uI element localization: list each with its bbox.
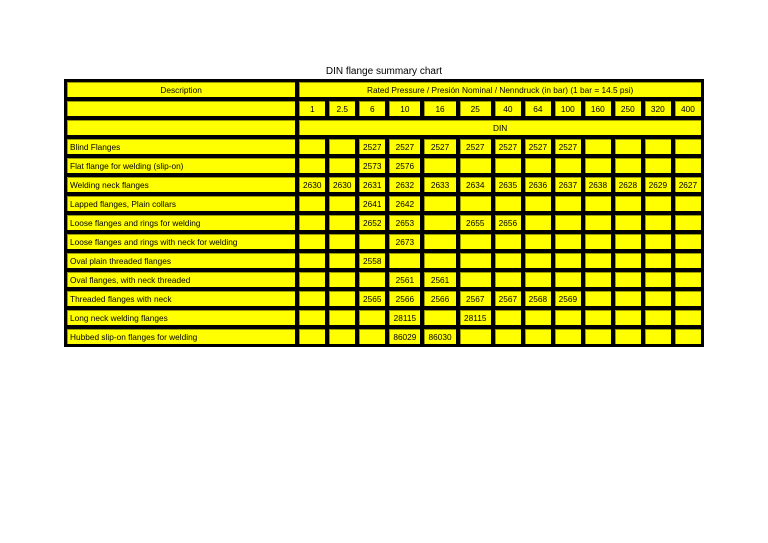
standard-number-cell bbox=[644, 233, 672, 250]
standard-number-cell: 2642 bbox=[388, 195, 421, 212]
pressure-header-cell: 320 bbox=[644, 100, 672, 117]
standard-number-cell: 86030 bbox=[423, 328, 456, 345]
standard-number-cell bbox=[584, 252, 612, 269]
standard-number-cell: 86029 bbox=[388, 328, 421, 345]
standard-number-cell: 2566 bbox=[388, 290, 421, 307]
standard-number-cell: 2561 bbox=[388, 271, 421, 288]
standard-number-cell bbox=[298, 328, 326, 345]
row-label: Flat flange for welding (slip-on) bbox=[66, 157, 296, 174]
standard-number-cell bbox=[644, 157, 672, 174]
standard-number-cell bbox=[674, 157, 702, 174]
standard-number-cell bbox=[423, 309, 456, 326]
chart-title: DIN flange summary chart bbox=[325, 66, 443, 77]
standard-number-cell bbox=[554, 214, 582, 231]
standard-number-cell bbox=[584, 214, 612, 231]
pressure-header-cell: 6 bbox=[358, 100, 386, 117]
standard-number-cell: 2565 bbox=[358, 290, 386, 307]
standard-number-cell bbox=[524, 271, 552, 288]
standard-number-cell: 2652 bbox=[358, 214, 386, 231]
standard-number-cell: 2655 bbox=[459, 214, 492, 231]
standard-number-cell: 2576 bbox=[388, 157, 421, 174]
standard-number-cell bbox=[358, 233, 386, 250]
row-label: Threaded flanges with neck bbox=[66, 290, 296, 307]
standard-number-cell bbox=[328, 157, 356, 174]
standard-number-cell bbox=[423, 195, 456, 212]
standard-number-cell bbox=[614, 271, 642, 288]
standard-number-cell bbox=[459, 271, 492, 288]
standard-number-cell bbox=[423, 214, 456, 231]
standard-number-cell bbox=[494, 195, 522, 212]
standard-number-cell bbox=[614, 233, 642, 250]
standard-number-cell bbox=[459, 252, 492, 269]
standard-number-cell: 2527 bbox=[423, 138, 456, 155]
standard-number-cell bbox=[459, 233, 492, 250]
standard-number-cell bbox=[674, 195, 702, 212]
standard-number-cell bbox=[423, 233, 456, 250]
standard-number-cell bbox=[328, 214, 356, 231]
standard-number-cell: 2653 bbox=[388, 214, 421, 231]
table-row bbox=[66, 328, 702, 345]
table-row bbox=[66, 214, 702, 231]
standard-number-cell: 2635 bbox=[494, 176, 522, 193]
standard-number-cell bbox=[423, 252, 456, 269]
standard-number-cell bbox=[328, 233, 356, 250]
standard-number-cell: 2629 bbox=[644, 176, 672, 193]
standard-number-cell: 2573 bbox=[358, 157, 386, 174]
standard-number-cell bbox=[644, 138, 672, 155]
standard-number-cell bbox=[674, 252, 702, 269]
standard-number-cell bbox=[494, 271, 522, 288]
standard-label: DIN bbox=[298, 119, 702, 136]
standard-number-cell bbox=[358, 328, 386, 345]
pressure-header-cell: 400 bbox=[674, 100, 702, 117]
pressure-row bbox=[66, 100, 702, 117]
standard-number-cell bbox=[328, 138, 356, 155]
standard-number-cell bbox=[459, 328, 492, 345]
standard-number-cell bbox=[554, 309, 582, 326]
standard-number-cell bbox=[328, 252, 356, 269]
standard-number-cell: 28115 bbox=[459, 309, 492, 326]
pressure-header-cell: 2.5 bbox=[328, 100, 356, 117]
standard-number-cell bbox=[614, 214, 642, 231]
standard-number-cell bbox=[584, 233, 612, 250]
standard-number-cell bbox=[584, 271, 612, 288]
standard-number-cell bbox=[644, 214, 672, 231]
standard-number-cell bbox=[644, 252, 672, 269]
standard-number-cell bbox=[358, 309, 386, 326]
standard-number-cell bbox=[298, 309, 326, 326]
pressure-header-cell: 100 bbox=[554, 100, 582, 117]
standard-number-cell: 2568 bbox=[524, 290, 552, 307]
standard-number-cell: 2630 bbox=[298, 176, 326, 193]
standard-number-cell bbox=[524, 309, 552, 326]
standard-number-cell bbox=[298, 214, 326, 231]
standard-number-cell bbox=[298, 138, 326, 155]
standard-number-cell bbox=[584, 290, 612, 307]
standard-number-cell: 2637 bbox=[554, 176, 582, 193]
standard-number-cell bbox=[328, 290, 356, 307]
standard-number-cell bbox=[554, 328, 582, 345]
standard-number-cell: 2638 bbox=[584, 176, 612, 193]
standard-number-cell: 2569 bbox=[554, 290, 582, 307]
standard-number-cell bbox=[674, 271, 702, 288]
standard-number-cell bbox=[328, 195, 356, 212]
standard-number-cell bbox=[674, 309, 702, 326]
standard-number-cell: 2627 bbox=[674, 176, 702, 193]
standard-number-cell: 2633 bbox=[423, 176, 456, 193]
standard-number-cell: 2527 bbox=[554, 138, 582, 155]
standard-number-cell bbox=[388, 252, 421, 269]
standard-number-cell bbox=[298, 157, 326, 174]
row-label: Hubbed slip-on flanges for welding bbox=[66, 328, 296, 345]
standard-number-cell bbox=[554, 252, 582, 269]
standard-number-cell bbox=[298, 290, 326, 307]
row-label: Loose flanges and rings with neck for welding bbox=[66, 233, 296, 250]
standard-number-cell: 2628 bbox=[614, 176, 642, 193]
row-label: Oval plain threaded flanges bbox=[66, 252, 296, 269]
standard-number-cell bbox=[644, 328, 672, 345]
standard-number-cell bbox=[584, 138, 612, 155]
standard-number-cell bbox=[614, 157, 642, 174]
empty-header-cell bbox=[66, 100, 296, 117]
table-row bbox=[66, 252, 702, 269]
standard-number-cell: 2527 bbox=[459, 138, 492, 155]
table-row bbox=[66, 138, 702, 155]
standard-number-cell bbox=[584, 328, 612, 345]
standard-number-cell bbox=[524, 214, 552, 231]
standard-number-cell: 2527 bbox=[524, 138, 552, 155]
standard-number-cell bbox=[524, 252, 552, 269]
standard-number-cell bbox=[644, 271, 672, 288]
standard-number-cell bbox=[459, 195, 492, 212]
standard-number-cell bbox=[584, 309, 612, 326]
row-label: Blind Flanges bbox=[66, 138, 296, 155]
table-row bbox=[66, 271, 702, 288]
table-row bbox=[66, 157, 702, 174]
standard-number-cell bbox=[674, 233, 702, 250]
standard-number-cell: 2527 bbox=[358, 138, 386, 155]
standard-number-cell: 2527 bbox=[494, 138, 522, 155]
pressure-header-cell: 250 bbox=[614, 100, 642, 117]
standard-number-cell: 2673 bbox=[388, 233, 421, 250]
standard-number-cell bbox=[328, 271, 356, 288]
standard-number-cell bbox=[614, 138, 642, 155]
pressure-header-cell: 40 bbox=[494, 100, 522, 117]
standard-number-cell bbox=[614, 252, 642, 269]
pressure-header-cell: 10 bbox=[388, 100, 421, 117]
standard-number-cell: 28115 bbox=[388, 309, 421, 326]
rated-pressure-header: Rated Pressure / Presión Nominal / Nenndruck (in bar) (1 bar = 14.5 psi) bbox=[298, 81, 702, 98]
standard-number-cell bbox=[494, 233, 522, 250]
row-label: Long neck welding flanges bbox=[66, 309, 296, 326]
table-row bbox=[66, 290, 702, 307]
standard-number-cell bbox=[554, 233, 582, 250]
standard-number-cell bbox=[494, 328, 522, 345]
standard-number-cell bbox=[358, 271, 386, 288]
standard-number-cell bbox=[328, 309, 356, 326]
standard-number-cell bbox=[584, 157, 612, 174]
standard-number-cell bbox=[298, 271, 326, 288]
standard-number-cell bbox=[614, 309, 642, 326]
standard-number-cell: 2561 bbox=[423, 271, 456, 288]
row-label: Loose flanges and rings for welding bbox=[66, 214, 296, 231]
standard-number-cell: 2558 bbox=[358, 252, 386, 269]
standard-number-cell: 2636 bbox=[524, 176, 552, 193]
standard-number-cell bbox=[494, 309, 522, 326]
pressure-header-cell: 160 bbox=[584, 100, 612, 117]
standard-number-cell: 2567 bbox=[494, 290, 522, 307]
table-row bbox=[66, 233, 702, 250]
standard-number-cell: 2630 bbox=[328, 176, 356, 193]
flange-table bbox=[64, 79, 704, 347]
standard-number-cell bbox=[298, 195, 326, 212]
standard-row bbox=[66, 119, 702, 136]
standard-number-cell: 2656 bbox=[494, 214, 522, 231]
standard-number-cell bbox=[494, 252, 522, 269]
standard-number-cell bbox=[328, 328, 356, 345]
standard-number-cell: 2567 bbox=[459, 290, 492, 307]
pressure-header-cell: 16 bbox=[423, 100, 456, 117]
standard-number-cell bbox=[298, 252, 326, 269]
pressure-header-cell: 25 bbox=[459, 100, 492, 117]
table-row bbox=[66, 176, 702, 193]
standard-number-cell bbox=[459, 157, 492, 174]
pressure-header-cell: 1 bbox=[298, 100, 326, 117]
standard-number-cell: 2631 bbox=[358, 176, 386, 193]
standard-number-cell: 2641 bbox=[358, 195, 386, 212]
standard-number-cell bbox=[554, 157, 582, 174]
standard-number-cell bbox=[423, 157, 456, 174]
standard-number-cell bbox=[554, 195, 582, 212]
description-header: Description bbox=[66, 81, 296, 98]
pressure-header-cell: 64 bbox=[524, 100, 552, 117]
standard-number-cell: 2527 bbox=[388, 138, 421, 155]
standard-number-cell bbox=[674, 138, 702, 155]
standard-number-cell bbox=[674, 290, 702, 307]
standard-number-cell bbox=[614, 328, 642, 345]
empty-header-cell bbox=[66, 119, 296, 136]
row-label: Lapped flanges, Plain collars bbox=[66, 195, 296, 212]
standard-number-cell bbox=[674, 328, 702, 345]
table-row bbox=[66, 309, 702, 326]
standard-number-cell bbox=[674, 214, 702, 231]
standard-number-cell: 2632 bbox=[388, 176, 421, 193]
standard-number-cell bbox=[524, 328, 552, 345]
standard-number-cell bbox=[524, 233, 552, 250]
standard-number-cell bbox=[644, 290, 672, 307]
standard-number-cell bbox=[614, 290, 642, 307]
standard-number-cell bbox=[554, 271, 582, 288]
table-row bbox=[66, 195, 702, 212]
standard-number-cell bbox=[614, 195, 642, 212]
standard-number-cell bbox=[494, 157, 522, 174]
standard-number-cell bbox=[644, 195, 672, 212]
standard-number-cell bbox=[584, 195, 612, 212]
standard-number-cell bbox=[524, 195, 552, 212]
header-row-1 bbox=[66, 81, 702, 98]
standard-number-cell: 2634 bbox=[459, 176, 492, 193]
row-label: Oval flanges, with neck threaded bbox=[66, 271, 296, 288]
standard-number-cell: 2566 bbox=[423, 290, 456, 307]
standard-number-cell bbox=[644, 309, 672, 326]
standard-number-cell bbox=[298, 233, 326, 250]
row-label: Welding neck flanges bbox=[66, 176, 296, 193]
standard-number-cell bbox=[524, 157, 552, 174]
